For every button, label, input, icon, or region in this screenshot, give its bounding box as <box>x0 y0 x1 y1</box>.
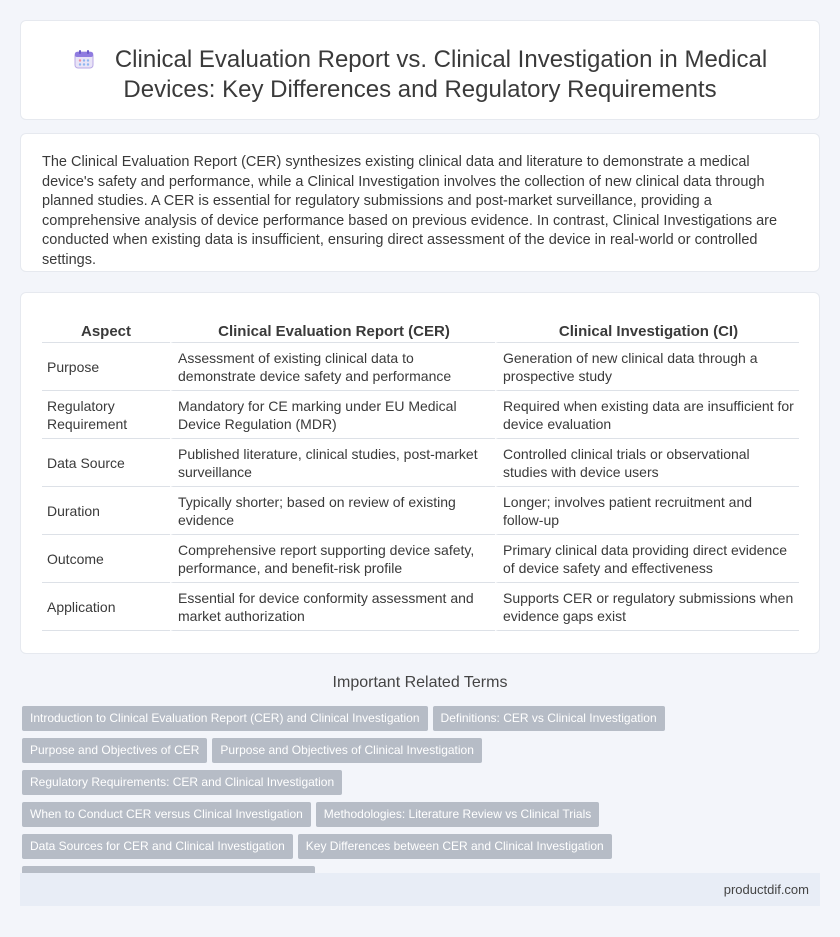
header-aspect: Aspect <box>42 313 170 343</box>
header-cer: Clinical Evaluation Report (CER) <box>170 313 495 343</box>
cell-aspect: Data Source <box>42 439 170 487</box>
page-title-text: Clinical Evaluation Report vs. Clinical Investigation in Medical Devices: Key Differences and Regulatory Requirements <box>114 46 768 103</box>
cell-ci: Primary clinical data providing direct evidence of device safety and effectiveness <box>495 535 799 583</box>
related-term-tag[interactable]: Purpose and Objectives of Clinical Investigation <box>212 738 481 763</box>
related-terms-list <box>22 706 812 898</box>
cell-cer: Essential for device conformity assessment and market authorization <box>170 583 495 631</box>
cell-aspect: Application <box>42 583 170 631</box>
comparison-card <box>20 292 820 654</box>
table-header-row <box>42 313 799 343</box>
cell-ci: Controlled clinical trials or observational studies with device users <box>495 439 799 487</box>
table-row <box>42 535 799 583</box>
cell-aspect: Regulatory Requirement <box>42 391 170 439</box>
cell-ci: Longer; involves patient recruitment and follow-up <box>495 487 799 535</box>
table-row <box>42 343 799 391</box>
related-term-tag[interactable]: When to Conduct CER versus Clinical Investigation <box>22 802 311 827</box>
related-term-tag[interactable]: Definitions: CER vs Clinical Investigation <box>433 706 665 731</box>
cell-ci: Required when existing data are insufficient for device evaluation <box>495 391 799 439</box>
related-term-tag[interactable]: Methodologies: Literature Review vs Clinical Trials <box>316 802 599 827</box>
table-row <box>42 439 799 487</box>
cell-aspect: Duration <box>42 487 170 535</box>
cell-cer: Published literature, clinical studies, post-market surveillance <box>170 439 495 487</box>
footer-site-link[interactable]: productdif.com <box>723 882 809 897</box>
related-term-tag[interactable]: Introduction to Clinical Evaluation Report (CER) and Clinical Investigation <box>22 706 428 731</box>
related-term-tag[interactable]: Purpose and Objectives of CER <box>22 738 207 763</box>
related-term-tag[interactable]: Key Differences between CER and Clinical Investigation <box>298 834 612 859</box>
title-card <box>20 20 820 120</box>
calendar-icon <box>73 48 95 70</box>
related-terms-heading: Important Related Terms <box>332 674 508 691</box>
cell-cer: Assessment of existing clinical data to demonstrate device safety and performance <box>170 343 495 391</box>
intro-paragraph: The Clinical Evaluation Report (CER) synthesizes existing clinical data and literature to demonstrate a medical device's safety and performance, while a Clinical Investigation involves the collection of new clinical data through planned studies. A CER is essential for regulatory submissions and post-market surveillance, providing a comprehensive analysis of device performance based on previous evidence. In contrast, Clinical Investigations are conducted when existing data is insufficient, ensuring direct assessment of the device in real-world or controlled settings. <box>42 154 778 268</box>
page-title <box>21 45 819 105</box>
table-row <box>42 583 799 631</box>
cell-ci: Supports CER or regulatory submissions when evidence gaps exist <box>495 583 799 631</box>
related-term-tag[interactable]: Regulatory Requirements: CER and Clinical Investigation <box>22 770 342 795</box>
related-term-tag[interactable]: Data Sources for CER and Clinical Investigation <box>22 834 293 859</box>
cell-aspect: Purpose <box>42 343 170 391</box>
cell-cer: Comprehensive report supporting device safety, performance, and benefit-risk profile <box>170 535 495 583</box>
cell-aspect: Outcome <box>42 535 170 583</box>
table-row <box>42 391 799 439</box>
cell-cer: Typically shorter; based on review of existing evidence <box>170 487 495 535</box>
header-ci: Clinical Investigation (CI) <box>495 313 799 343</box>
table-row <box>42 487 799 535</box>
intro-card <box>20 133 820 272</box>
cell-cer: Mandatory for CE marking under EU Medical Device Regulation (MDR) <box>170 391 495 439</box>
cell-ci: Generation of new clinical data through a prospective study <box>495 343 799 391</box>
comparison-table <box>42 313 799 631</box>
footer <box>20 873 820 906</box>
